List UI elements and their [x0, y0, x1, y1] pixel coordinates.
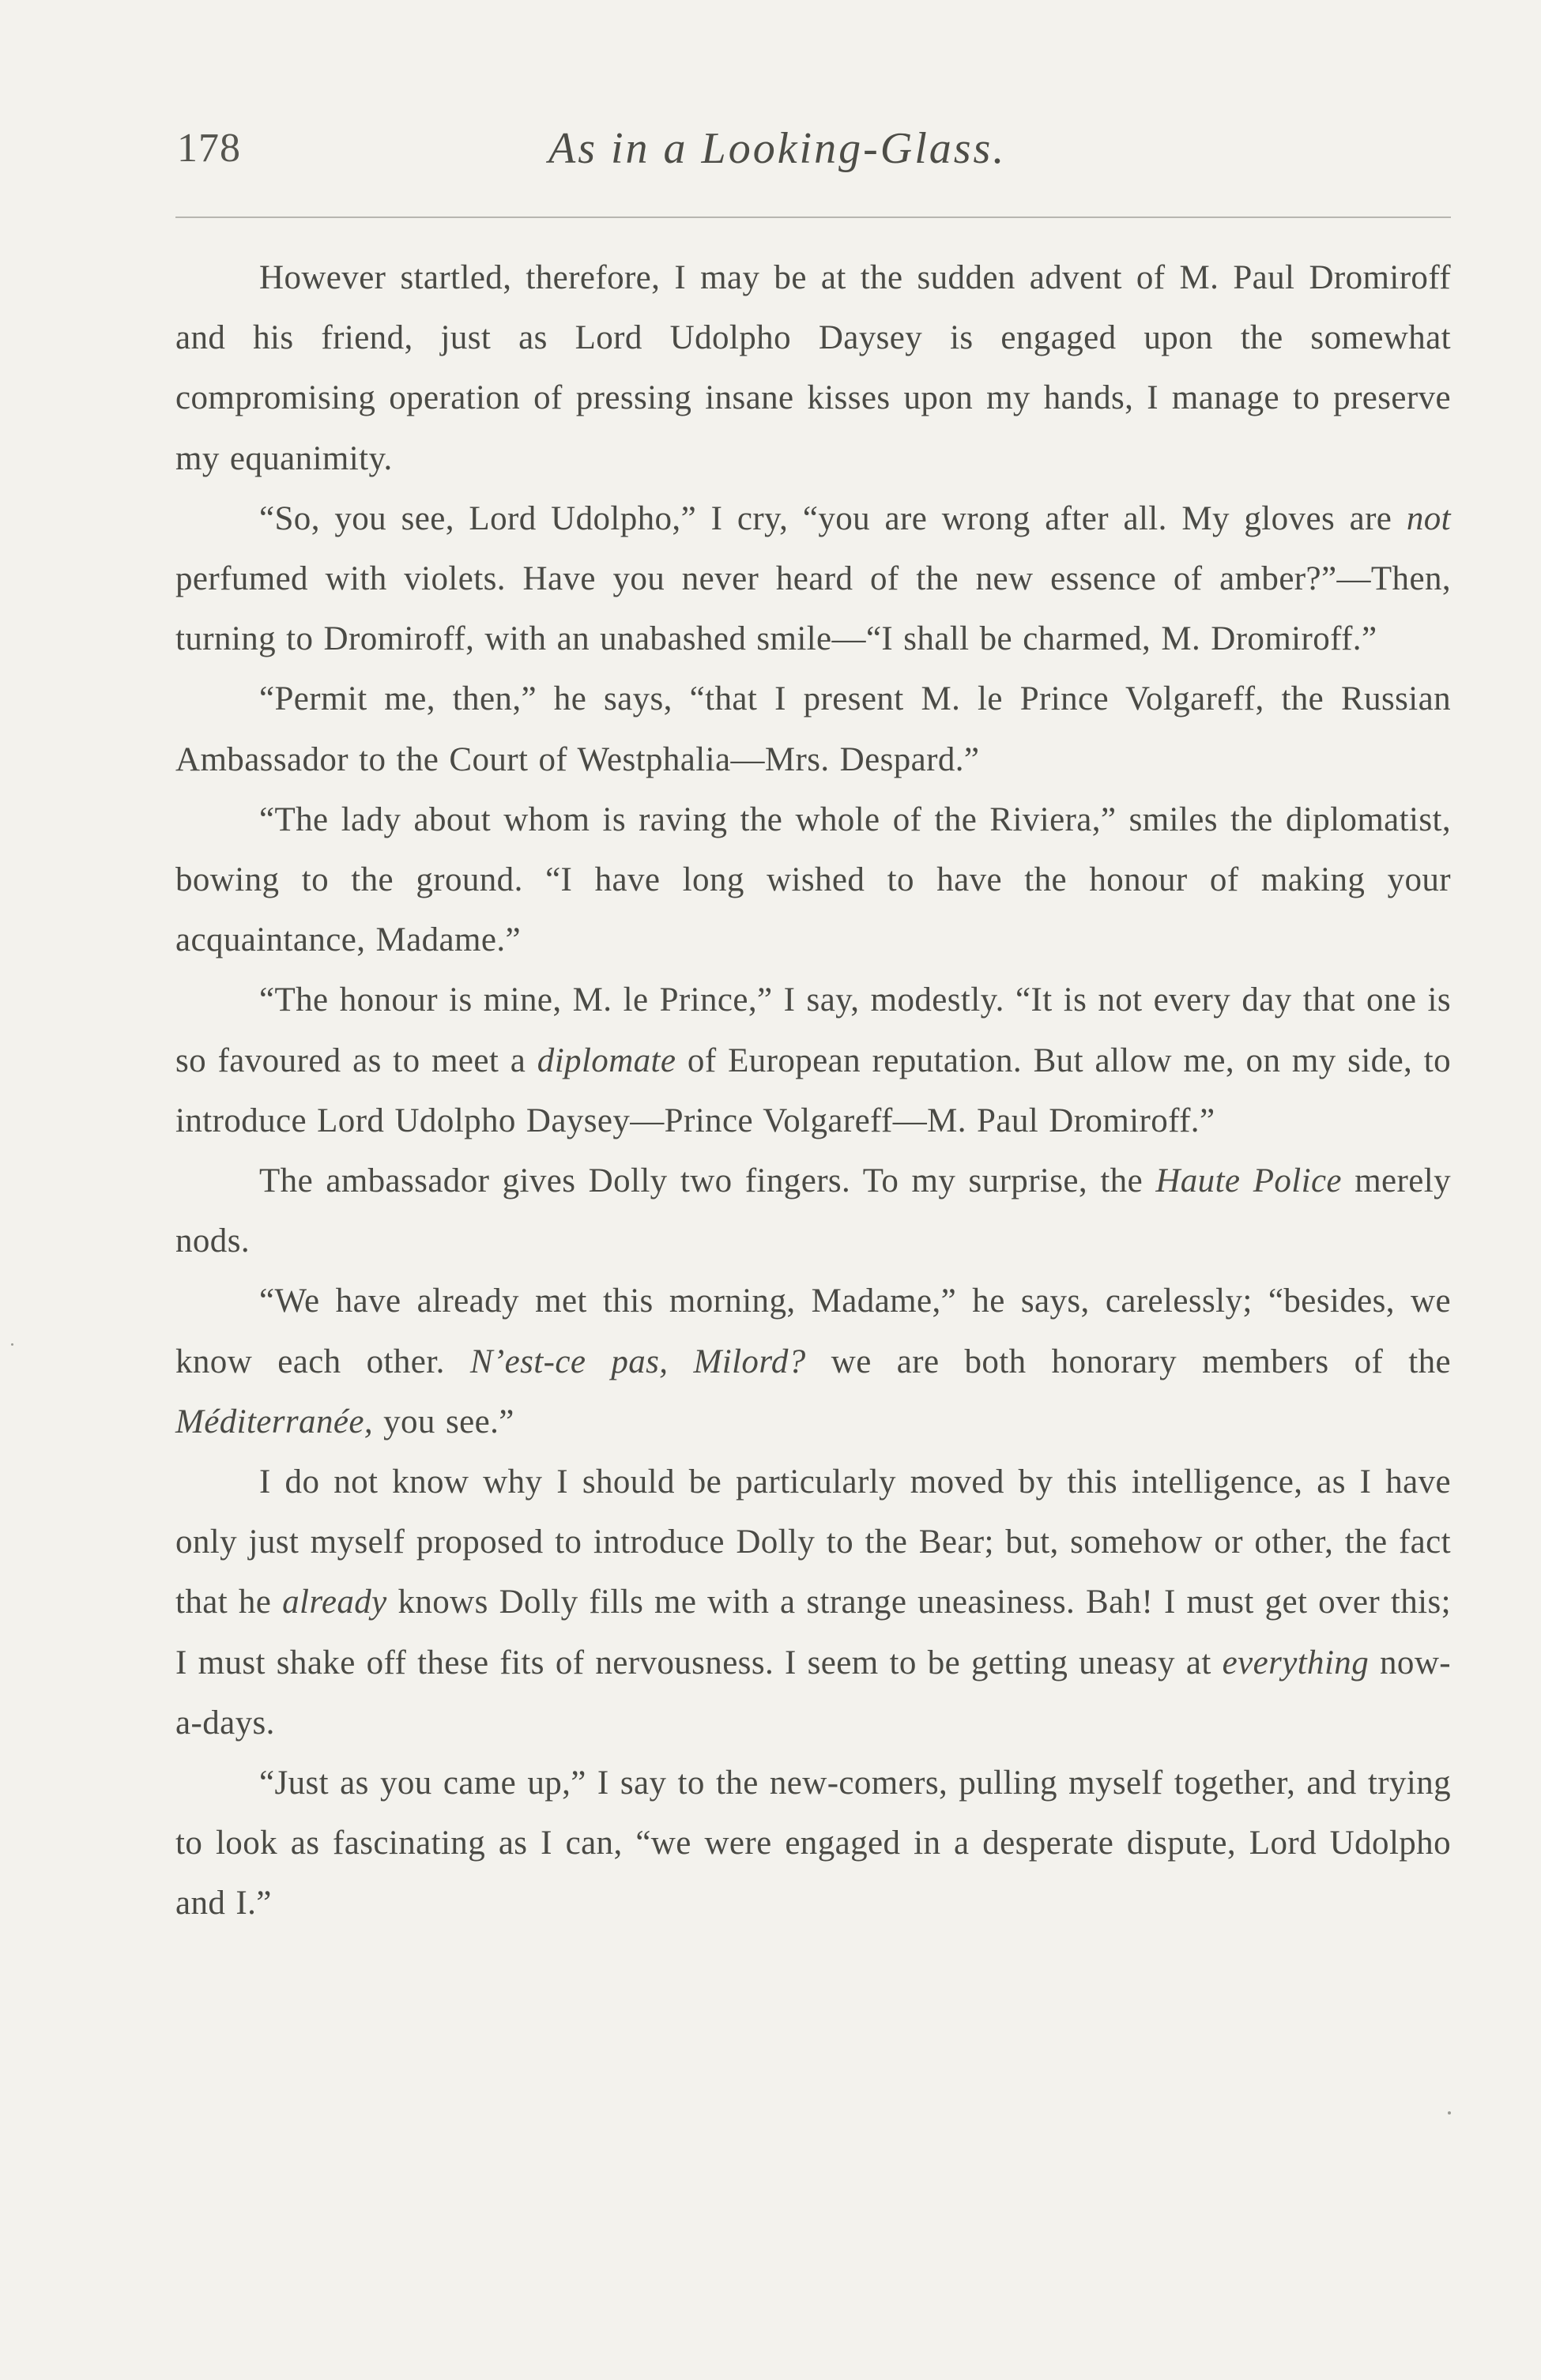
text-run: you see.”	[372, 1403, 514, 1440]
header-rule	[175, 217, 1451, 218]
text-run: perfumed with violets. Have you never heard of the new essence of amber?”—Then, turning to Dromiroff, with an unabashed smile—“I shall be charmed, M. Dromiroff.”	[175, 560, 1451, 658]
paragraph	[175, 1753, 1451, 1934]
paragraph	[175, 489, 1451, 670]
italic-text: Haute Police	[1155, 1162, 1342, 1200]
stray-mark	[11, 1343, 13, 1346]
paragraph	[175, 248, 1451, 489]
text-run: we are both honorary members of the	[805, 1343, 1451, 1380]
italic-text: everything	[1222, 1644, 1370, 1681]
text-run: “Just as you came up,” I say to the new-comers, pulling myself together, and trying to look as fascinating as I can, “we were engaged in a desperate dispute, Lord Udolpho and I.”	[175, 1764, 1451, 1922]
italic-text: N’est-ce pas, Milord?	[469, 1343, 806, 1380]
text-run: “We have already met this morning, Madame,” he says, carelessly; “besides, we know each other.	[175, 1282, 1451, 1380]
body-text	[175, 248, 1451, 1934]
text-run: now-a-days.	[175, 1644, 1452, 1742]
text-run: knows Dolly fills me with a strange uneasiness. Bah! I must get over this; I must shake off these fits of nervousness. I seem to be getting uneasy at	[175, 1584, 1451, 1681]
paragraph	[175, 970, 1451, 1151]
text-run: I do not know why I should be particularly moved by this intelligence, as I have only just myself proposed to introduce Dolly to the Bear; but, somehow or other, the fact that he	[175, 1463, 1451, 1621]
stray-mark	[1448, 2111, 1451, 2115]
text-run: merely nods.	[175, 1162, 1451, 1260]
paragraph	[175, 1151, 1451, 1271]
text-run: However startled, therefore, I may be at the sudden advent of M. Paul Dromiroff and his friend, just as Lord Udolpho Daysey is engaged upon the somewhat compromising operation of pressing insane kisses upon my hands, I manage to preserve my equanimity.	[175, 259, 1451, 477]
paragraph	[175, 790, 1451, 971]
running-title: As in a Looking-Glass.	[548, 124, 1007, 173]
text-run: “Permit me, then,” he says, “that I present M. le Prince Volgareff, the Russian Ambassador to the Court of Westphalia—Mrs. Despard.”	[175, 680, 1451, 778]
paragraph	[175, 1271, 1451, 1452]
italic-text: Méditerranée,	[175, 1403, 373, 1440]
italic-text: not	[1406, 499, 1451, 537]
page-number: 178	[177, 126, 241, 171]
text-run: of European reputation. But allow me, on my side, to introduce Lord Udolpho Daysey—Prince Volgareff—M. Paul Dromiroff.”	[175, 1041, 1451, 1139]
paragraph	[175, 1452, 1451, 1753]
text-run: “The honour is mine, M. le Prince,” I say, modestly. “It is not every day that one is so favoured as to meet a	[175, 981, 1451, 1079]
italic-text: already	[282, 1584, 387, 1621]
italic-text: diplomate	[537, 1041, 676, 1079]
text-run: The ambassador gives Dolly two fingers. To my surprise, the	[259, 1162, 1156, 1200]
text-run: “So, you see, Lord Udolpho,” I cry, “you are wrong after all. My gloves are	[259, 499, 1407, 537]
text-run: “The lady about whom is raving the whole of the Riviera,” smiles the diplomatist, bowing to the ground. “I have long wished to have the honour of making your acquaintance, Madame.”	[175, 800, 1451, 959]
page-header	[177, 125, 1452, 188]
paragraph	[175, 669, 1451, 789]
